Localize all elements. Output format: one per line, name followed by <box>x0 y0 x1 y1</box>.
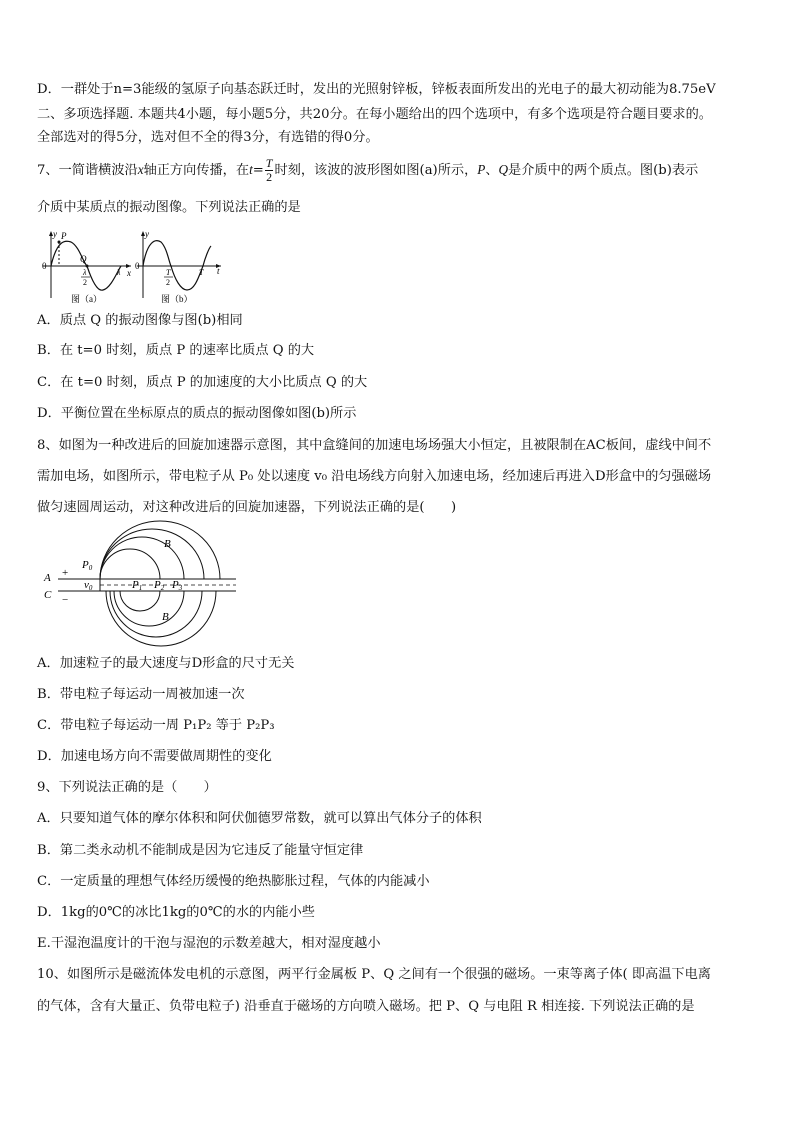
q8-stem-line1: 8、如图为一种改进后的回旋加速器示意图，其中盒缝间的加速电场场强大小恒定，且被限制在AC板间，虚线中间不 <box>37 438 712 453</box>
label-minus: − <box>62 594 69 606</box>
q6-option-d: D．一群处于n=3能级的氢原子向基态跃迁时，发出的光照射锌板，锌板表面所发出的光电子的最大初动能为8.75eV <box>37 82 716 97</box>
label-b-bottom: B <box>162 611 169 623</box>
fig-a-label-origin: 0 <box>42 261 47 271</box>
orbit-bottom-4 <box>120 591 160 611</box>
q10-stem-line1: 10、如图所示是磁流体发电机的示意图，两平行金属板 P、Q 之间有一个很强的磁场。一束等离子体( 即高温下电离 <box>37 967 711 982</box>
fig-a-label-half-num: λ <box>83 268 87 277</box>
fig-b-label-T: T <box>199 268 204 277</box>
q7-stem-line2: 介质中某质点的振动图像。下列说法正确的是 <box>37 200 301 215</box>
q7-fraction <box>265 157 274 184</box>
fig-a-label-x: x <box>127 268 131 278</box>
orbit-top-2 <box>100 529 204 579</box>
q7-option-a: A．质点 Q 的振动图像与图(b)相同 <box>37 313 243 328</box>
q8-option-c: C．带电粒子每运动一周 P₁P₂ 等于 P₂P₃ <box>37 718 275 733</box>
q7-text-4: 是介质中的两个质点。图(b)表示 <box>508 163 699 178</box>
fig-b-label-origin: 0 <box>135 261 140 271</box>
q7-var-t: t <box>249 162 253 177</box>
q8-stem-line2: 需加电场，如图所示，带电粒子从 P₀ 处以速度 v₀ 沿电场线方向射入加速电场，经加速后再进入D形盒中的匀强磁场 <box>37 469 712 484</box>
q7-stem-line1 <box>37 157 698 184</box>
q8-option-a: A．加速粒子的最大速度与D形盒的尺寸无关 <box>37 656 295 671</box>
q9-option-b: B．第二类永动机不能制成是因为它违反了能量守恒定律 <box>37 843 364 858</box>
fig-a-label-y: y <box>53 229 57 239</box>
label-v0: v0 <box>84 579 93 592</box>
orbit-bottom-2 <box>110 591 202 637</box>
q7-figure-b <box>133 228 225 304</box>
fig-b-label-half-den: 2 <box>166 278 170 287</box>
q7-var-p: P <box>477 162 486 177</box>
label-p0: P0 <box>82 559 93 572</box>
q9-option-d: D．1kg的0℃的冰比1kg的0℃的水的内能小些 <box>37 905 315 920</box>
section-scoring-note: 全部选对的得5分，选对但不全的得3分，有选错的得0分。 <box>37 130 379 145</box>
q7-text-3: 时刻，该波的波形图如图(a)所示， <box>274 163 478 178</box>
label-p1: P1 <box>132 579 143 592</box>
fig-a-caption: 图（a） <box>71 294 102 304</box>
fig-a-label-p: P <box>61 231 67 241</box>
q7-var-q: Q <box>498 162 509 177</box>
q9-option-a: A．只要知道气体的摩尔体积和阿伏伽德罗常数，就可以算出气体分子的体积 <box>37 811 482 826</box>
q8-option-b: B．带电粒子每运动一周被加速一次 <box>37 687 245 702</box>
label-plate-c: C <box>44 589 52 601</box>
q8-cyclotron-figure <box>40 520 240 650</box>
q7-var-x: x <box>137 162 144 177</box>
section-title: 二、多项选择题. 本题共4小题，每小题5分，共20分。在每小题给出的四个选项中，有多个选项是符合题目要求的。 <box>37 107 712 122</box>
q7-sep: 、 <box>485 163 499 178</box>
label-p3: P3 <box>172 579 183 592</box>
fig-b-caption: 图（b） <box>161 294 193 304</box>
fig-b-label-half-num: T <box>166 268 171 277</box>
q8-option-d: D．加速电场方向不需要做周期性的变化 <box>37 749 272 764</box>
q7-text-1: 7、一简谐横波沿 <box>37 163 138 178</box>
q7-fraction-den: 2 <box>266 170 273 184</box>
fig-a-label-lambda: λ <box>117 268 121 277</box>
q9-option-c: C．一定质量的理想气体经历缓慢的绝热膨胀过程，气体的内能减小 <box>37 874 430 889</box>
fig-b-wave <box>143 241 211 290</box>
label-b-top: B <box>164 538 171 550</box>
fig-a-label-half-den: 2 <box>83 278 87 287</box>
fig-a-label-q: Q <box>80 254 87 264</box>
q8-stem-line3: 做匀速圆周运动，对这种改进后的回旋加速器，下列说法正确的是( ) <box>37 500 457 515</box>
label-plus: + <box>62 567 69 579</box>
q10-stem-line2: 的气体，含有大量正、负带电粒子) 沿垂直于磁场的方向喷入磁场。把 P、Q 与电阻 R 相连接. 下列说法正确的是 <box>37 999 695 1014</box>
q7-option-d: D．平衡位置在坐标原点的质点的振动图像如图(b)所示 <box>37 406 357 421</box>
q9-option-e: E.干湿泡温度计的干泡与湿泡的示数差越大，相对湿度越小 <box>37 936 381 951</box>
q7-fraction-num: T <box>265 156 273 170</box>
q7-eq: = <box>252 163 264 178</box>
q7-text-2: 轴正方向传播，在 <box>143 163 250 178</box>
q7-figure-a <box>35 228 135 304</box>
q7-option-b: B．在 t=0 时刻，质点 P 的速率比质点 Q 的大 <box>37 343 315 358</box>
orbit-bottom-1 <box>106 591 216 646</box>
label-p2: P2 <box>154 579 165 592</box>
label-plate-a: A <box>44 572 51 584</box>
q7-option-c: C．在 t=0 时刻，质点 P 的加速度的大小比质点 Q 的大 <box>37 375 368 390</box>
q9-stem: 9、下列说法正确的是（ ） <box>37 780 217 795</box>
fig-b-label-y: y <box>145 229 149 239</box>
fig-b-label-t: t <box>217 266 220 276</box>
